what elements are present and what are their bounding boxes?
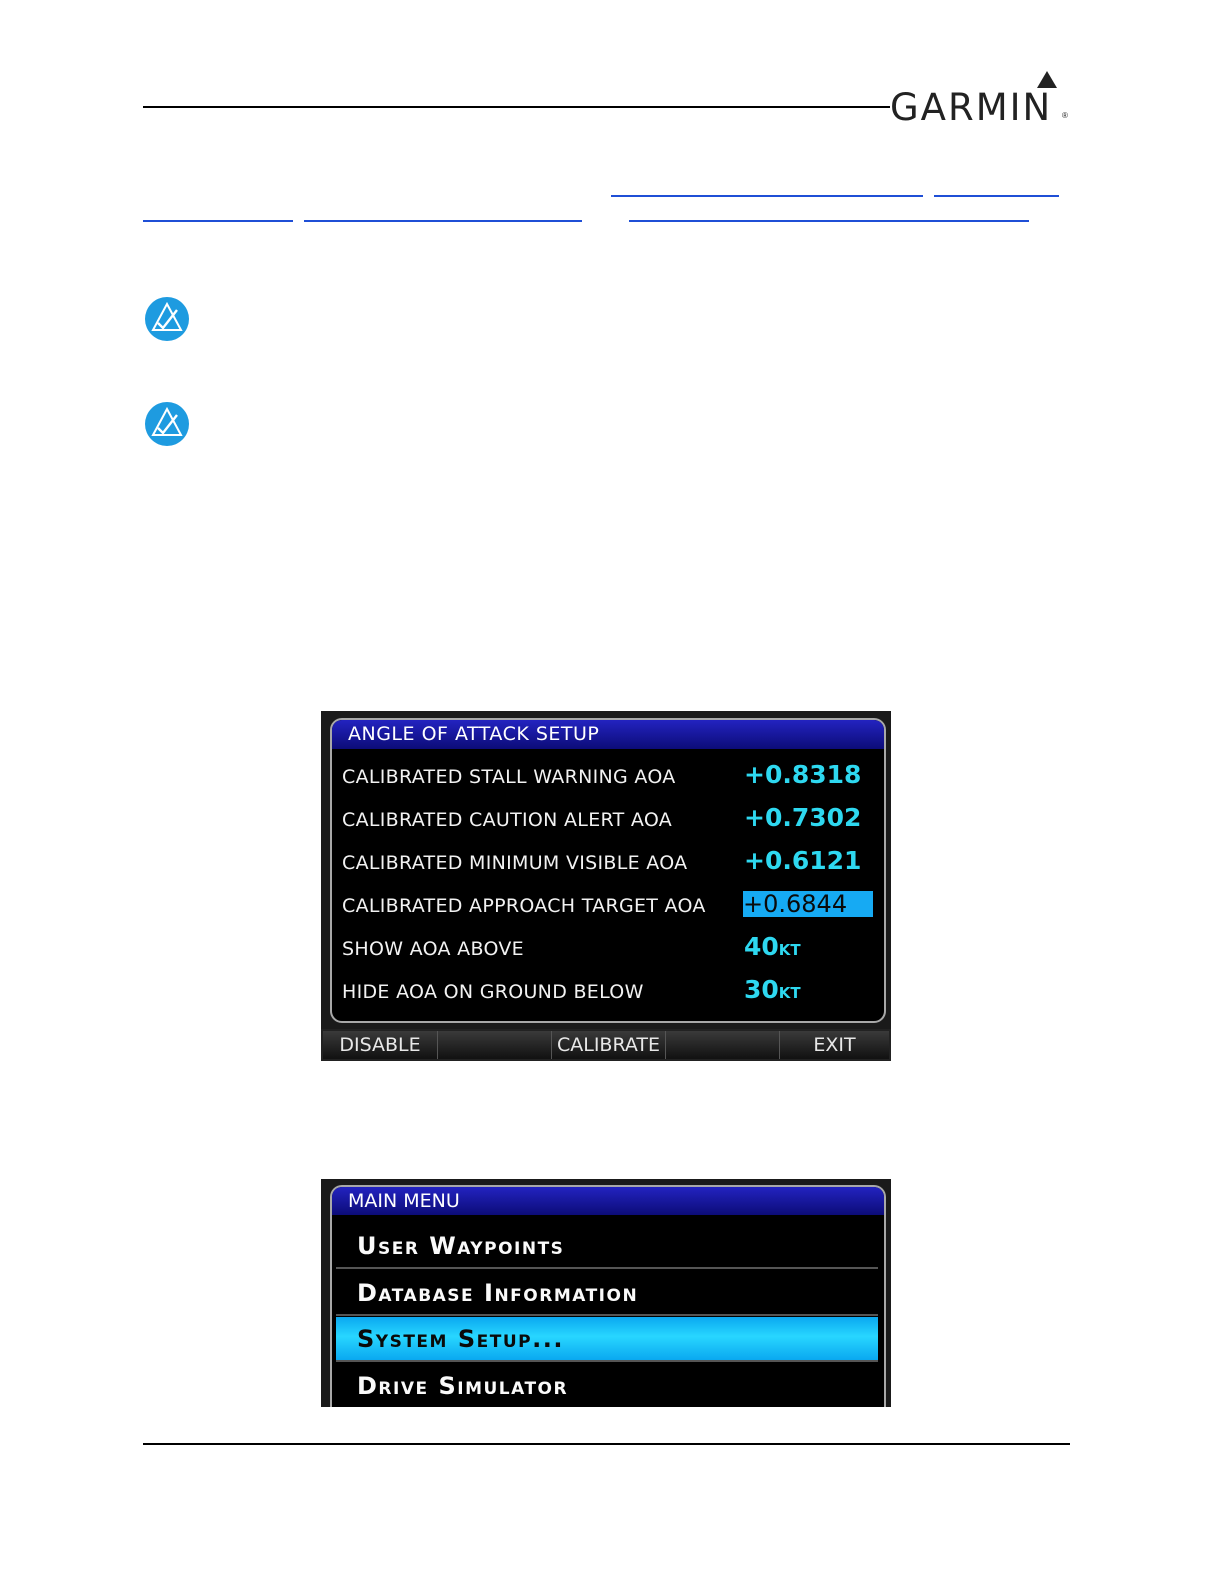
aoa-row-value: +0.7302 [744, 803, 862, 832]
softkey-calibrate[interactable]: CALIBRATE [551, 1031, 665, 1059]
aoa-row-stall-warning[interactable] [332, 760, 884, 796]
note-icon [144, 401, 190, 447]
logo-delta-icon [1037, 71, 1057, 88]
aoa-row-label: CALIBRATED CAUTION ALERT AOA [342, 809, 673, 831]
aoa-row-value [744, 975, 801, 1004]
aoa-row-label: SHOW AOA ABOVE [342, 938, 524, 960]
speed-value: 30 [744, 975, 779, 1004]
speed-unit: KT [778, 941, 801, 959]
softkey-blank[interactable] [437, 1031, 551, 1059]
main-menu-page [330, 1185, 886, 1407]
cross-reference-link[interactable] [304, 220, 582, 222]
speed-value: 40 [744, 932, 779, 961]
aoa-row-value: +0.6121 [744, 846, 862, 875]
menu-item-user-waypoints[interactable]: User Waypoints [336, 1224, 878, 1269]
speed-unit: KT [778, 984, 801, 1002]
softkey-exit[interactable]: EXIT [779, 1031, 889, 1059]
aoa-row-label: CALIBRATED STALL WARNING AOA [342, 766, 676, 788]
aoa-row-hide-below[interactable] [332, 975, 884, 1011]
aoa-row-show-above[interactable] [332, 932, 884, 968]
softkey-blank[interactable] [665, 1031, 779, 1059]
garmin-logo [888, 70, 1073, 129]
menu-item-system-setup[interactable]: System Setup... [336, 1317, 878, 1362]
aoa-row-value [744, 932, 801, 961]
main-menu-screen [321, 1179, 891, 1407]
menu-item-database-information[interactable]: Database Information [336, 1271, 878, 1316]
aoa-row-approach-target[interactable] [332, 889, 884, 925]
cross-reference-link[interactable] [629, 220, 1029, 222]
page-title: ANGLE OF ATTACK SETUP [332, 720, 884, 749]
cross-reference-link[interactable] [143, 220, 293, 222]
aoa-row-minimum-visible[interactable] [332, 846, 884, 882]
note-icon [144, 296, 190, 342]
aoa-row-value-selected[interactable]: +0.6844 [743, 891, 873, 917]
aoa-row-label: HIDE AOA ON GROUND BELOW [342, 981, 644, 1003]
page-title: MAIN MENU [332, 1187, 884, 1215]
menu-item-drive-simulator[interactable]: Drive Simulator [357, 1372, 569, 1400]
aoa-setup-page [330, 718, 886, 1023]
aoa-row-label: CALIBRATED APPROACH TARGET AOA [342, 895, 706, 917]
aoa-row-value: +0.8318 [744, 760, 862, 789]
logo-wordmark: GARMIN [890, 86, 1053, 129]
softkey-bar [321, 1029, 891, 1061]
aoa-row-caution-alert[interactable] [332, 803, 884, 839]
logo-registered-mark: ® [1062, 111, 1068, 120]
header-rule [143, 106, 890, 108]
aoa-row-label: CALIBRATED MINIMUM VISIBLE AOA [342, 852, 688, 874]
cross-reference-link[interactable] [611, 195, 923, 197]
aoa-setup-screen [321, 711, 891, 1061]
softkey-disable[interactable]: DISABLE [323, 1031, 437, 1059]
cross-reference-link[interactable] [934, 195, 1059, 197]
footer-rule [143, 1443, 1070, 1445]
